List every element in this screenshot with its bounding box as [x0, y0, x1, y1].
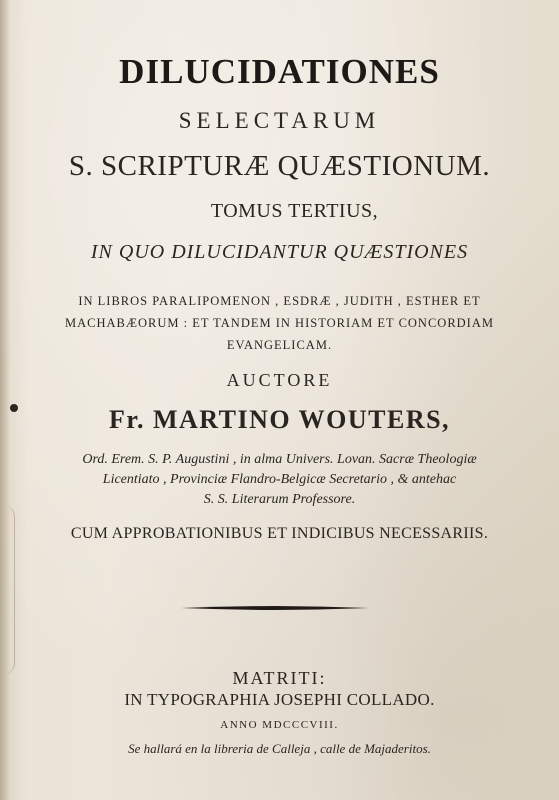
contents-line-3: EVANGELICAM.: [226, 338, 333, 352]
subtitle: IN QUO DILUCIDANTUR QUÆSTIONES: [90, 241, 469, 263]
author-description-2: Licentiato , Provinciæ Flandro-Belgicæ Secretario , & antehac: [102, 472, 457, 487]
approbations-line: CUM APPROBATIONIBUS ET INDICIBUS NECESSARIIS.: [70, 525, 489, 542]
author-description-1: Ord. Erem. S. P. Augustini , in alma Univers. Lovan. Sacræ Theologiæ: [82, 452, 477, 467]
book-title: DILUCIDATIONES: [119, 52, 440, 91]
imprint-city: MATRITI:: [232, 668, 327, 688]
bookseller-note: Se hallará en la libreria de Calleja , calle de Majaderitos.: [128, 741, 431, 756]
ornamental-rule: [181, 603, 369, 613]
auctore-label: AUCTORE: [226, 370, 333, 390]
imprint-printer: IN TYPOGRAPHIA JOSEPHI COLLADO.: [124, 690, 435, 709]
title-line-scripturae: S. SCRIPTURÆ QUÆSTIONUM.: [68, 150, 491, 182]
author-name: Fr. MARTINO WOUTERS,: [108, 405, 451, 434]
contents-line-1: IN LIBROS PARALIPOMENON , ESDRÆ , JUDITH , ESTHER ET: [78, 294, 481, 308]
title-line-selectarum: SELECTARUM: [178, 108, 381, 133]
imprint-year: ANNO MDCCCVIII.: [220, 719, 339, 731]
author-description-3: S. S. Literarum Professore.: [203, 492, 356, 507]
contents-line-2: MACHABÆORUM : ET TANDEM IN HISTORIAM ET CONCORDIAM: [64, 316, 494, 330]
volume-number: TOMUS TERTIUS,: [210, 200, 379, 222]
